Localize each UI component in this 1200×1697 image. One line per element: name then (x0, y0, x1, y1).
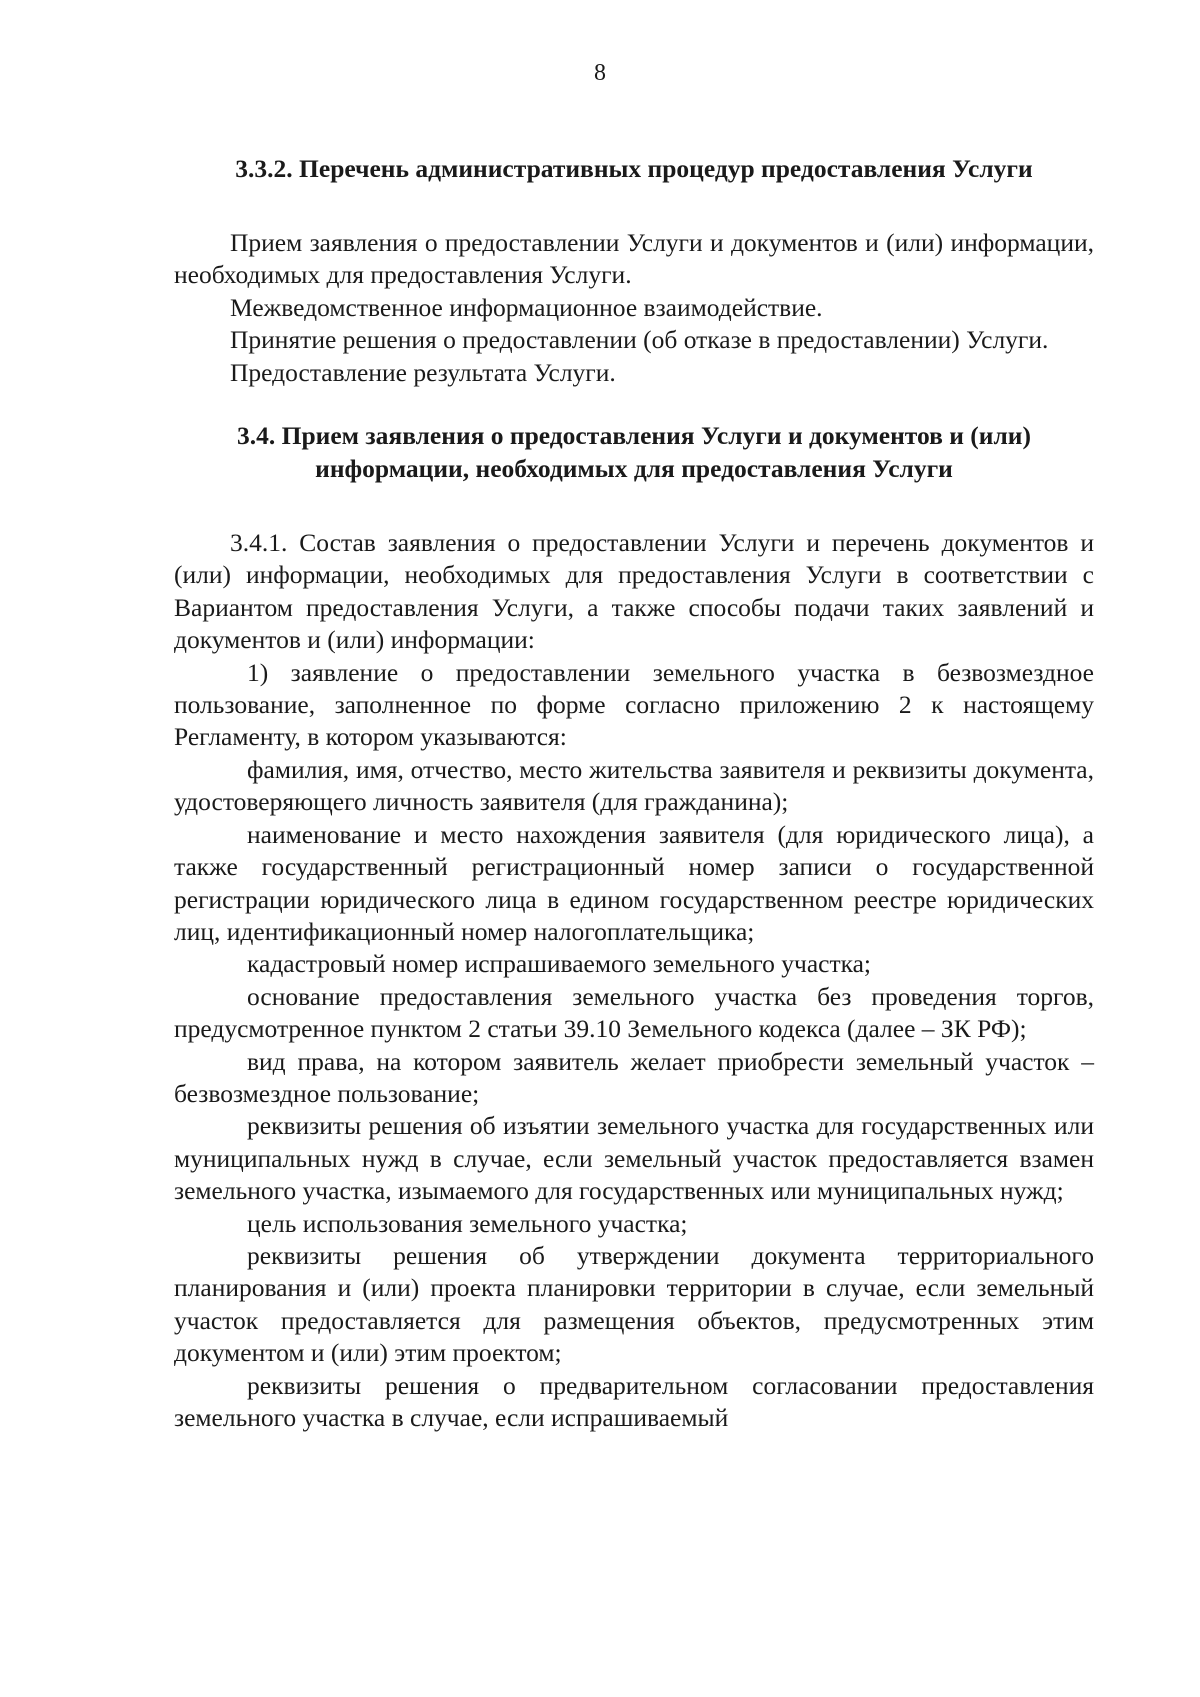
list-item: реквизиты решения об изъятии земельного участка для государственных или муниципальных нужд в случае, если земельный участок предоставляется взамен земельного участка, изымаемого для государственных или муниципальных нужд; (174, 1111, 1094, 1206)
paragraph: 3.4.1. Состав заявления о предоставлении Услуги и перечень документов и (или) информации, необходимых для предоставления Услуги в соответствии с Вариантом предоставления Услуги, а также способы подачи таких заявлений и документов и (или) информации: (174, 528, 1094, 655)
list-item: кадастровый номер испрашиваемого земельного участка; (247, 949, 872, 979)
document-body (174, 152, 1094, 1434)
page-number: 8 (594, 60, 606, 86)
list-item: вид права, на котором заявитель желает приобрести земельный участок – безвозмездное пользование; (174, 1046, 1094, 1108)
list-item: фамилия, имя, отчество, место жительства заявителя и реквизиты документа, удостоверяющего личность заявителя (для гражданина); (174, 754, 1094, 817)
list-item: основание предоставления земельного участка без проведения торгов, предусмотренное пунктом 2 статьи 39.10 Земельного кодекса (далее – ЗК РФ); (174, 981, 1094, 1044)
paragraph: Предоставление результата Услуги. (230, 357, 616, 387)
paragraph: Межведомственное информационное взаимодействие. (230, 292, 823, 322)
list-item: реквизиты решения об утверждении документа территориального планирования и (или) проекта планировки территории в случае, если земельный участок предоставляется для размещения объектов, предусмотренных этим документом и (или) этим проектом; (174, 1240, 1094, 1368)
paragraph: Прием заявления о предоставлении Услуги и документов и (или) информации, необходимых для предоставления Услуги. (174, 228, 1094, 290)
list-item: цель использования земельного участка; (247, 1208, 688, 1238)
section-heading-3-3-2: 3.3.2. Перечень административных процедур предоставления Услуги (235, 154, 1033, 183)
section-heading-3-4: 3.4. Прием заявления о предоставления Услуги и документов и (или) информации, необходимых для предоставления Услуги (237, 421, 1031, 484)
list-item: наименование и место нахождения заявителя (для юридического лица), а также государственный регистрационный номер записи о государственной регистрации юридического лица в едином государственном реестре юридических лиц, идентификационный номер налогоплательщика; (174, 819, 1094, 946)
list-item: реквизиты решения о предварительном согласовании предоставления земельного участка в случае, если испрашиваемый (174, 1370, 1094, 1432)
paragraph: Принятие решения о предоставлении (об отказе в предоставлении) Услуги. (230, 325, 1049, 355)
list-item: 1) заявление о предоставлении земельного участка в безвозмездное пользование, заполненное по форме согласно приложению 2 к настоящему Регламенту, в котором указываются: (174, 657, 1094, 752)
